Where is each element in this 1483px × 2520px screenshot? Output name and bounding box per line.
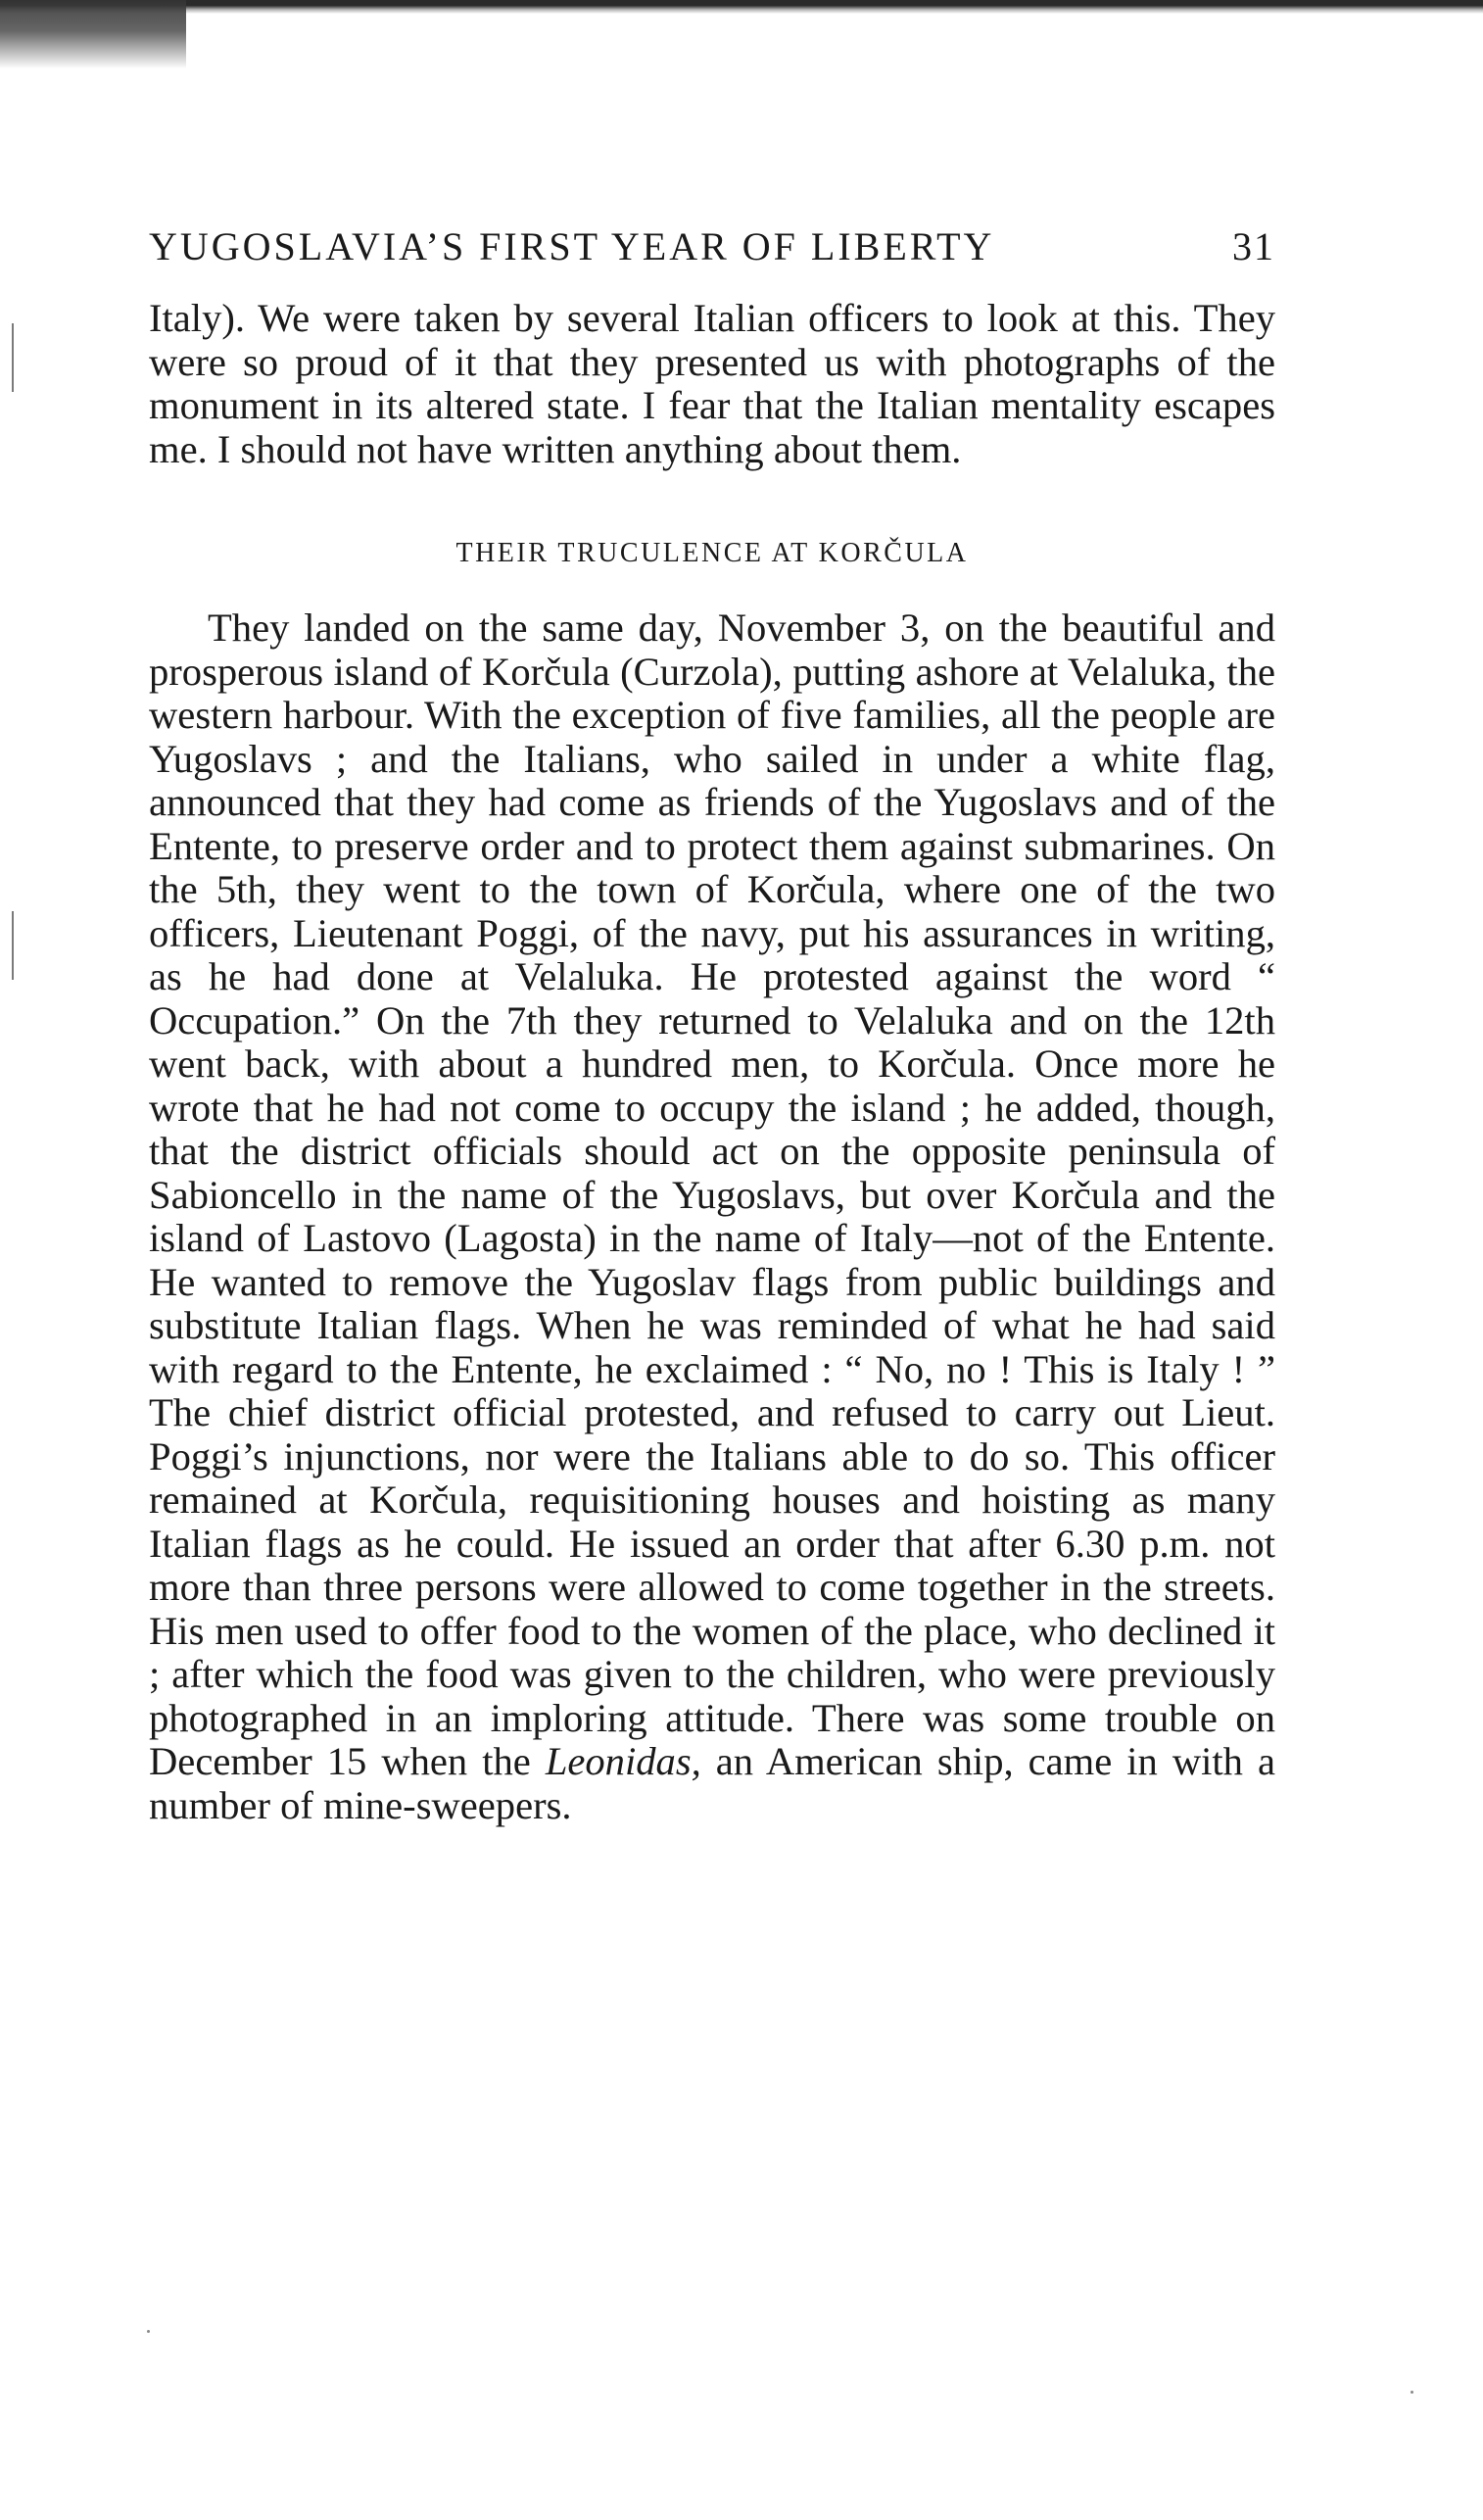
section-heading: THEIR TRUCULENCE AT KORČULA	[455, 538, 969, 568]
scan-margin-mark	[12, 323, 14, 392]
running-head	[149, 223, 1275, 269]
page-number: 31	[1232, 224, 1275, 268]
scan-top-edge	[0, 0, 1483, 14]
continuation-paragraph: Italy). We were taken by several Italian officers to look at this. They were so proud of it that they presented us with photographs of the monument in its altered state. I fear that the Italian mentality escapes me. I should not have written anything about them.	[149, 296, 1275, 471]
book-page	[149, 223, 1275, 1827]
paragraph-text-end: an American ship, came in with a number of mine-sweepers.	[149, 1739, 1275, 1827]
ship-name: Leonidas,	[545, 1739, 701, 1783]
running-title: YUGOSLAVIA’S FIRST YEAR OF LIBERTY	[149, 224, 995, 268]
scan-speck	[1411, 2391, 1413, 2394]
scan-margin-mark	[12, 911, 14, 980]
body-paragraph	[149, 606, 1275, 1827]
scan-corner-shadow	[0, 0, 186, 69]
scan-speck	[147, 2330, 150, 2333]
paragraph-text: They landed on the same day, November 3, on the beautiful and prosperous island of Korčula (Curzola), putting ashore at Velaluka, the western harbour. With the exception of five families, all the people are Yugoslavs ; and the Italians, who sailed in under a white flag, announced that they had come as friends of the Yugoslavs and of the Entente, to preserve order and to protect them against submarines. On the 5th, they went to the town of Korčula, where one of the two officers, Lieutenant Poggi, of the navy, put his assurances in writing, as he had done at Velaluka. He protested against the word “ Occupation.” On the 7th they returned to Velaluka and on the 12th went back, with about a hundred men, to Korčula. Once more he wrote that he had not come to occupy the island ; he added, though, that the district officials should act on the opposite peninsula of Sabioncello in the name of the Yugoslavs, but over Korčula and the island of Lastovo (Lagosta) in the name of Italy—not of the Entente. He wanted to remove the Yugoslav flags from public buildings and substitute Italian flags. When he was reminded of what he had said with regard to the Entente, he exclaimed : “ No, no ! This is Italy ! ” The chief district official protested, and refused to carry out Lieut. Poggi’s injunctions, nor were the Italians able to do so. This officer remained at Korčula, requisitioning houses and hoisting as many Italian flags as he could. He issued an order that after 6.30 p.m. not more than three persons were allowed to come together in the streets. His men used to offer food to the women of the place, who declined it ; after which the food was given to the children, who were previously photographed in an imploring attitude. There was some trouble on December 15 when the	[149, 606, 1275, 1783]
